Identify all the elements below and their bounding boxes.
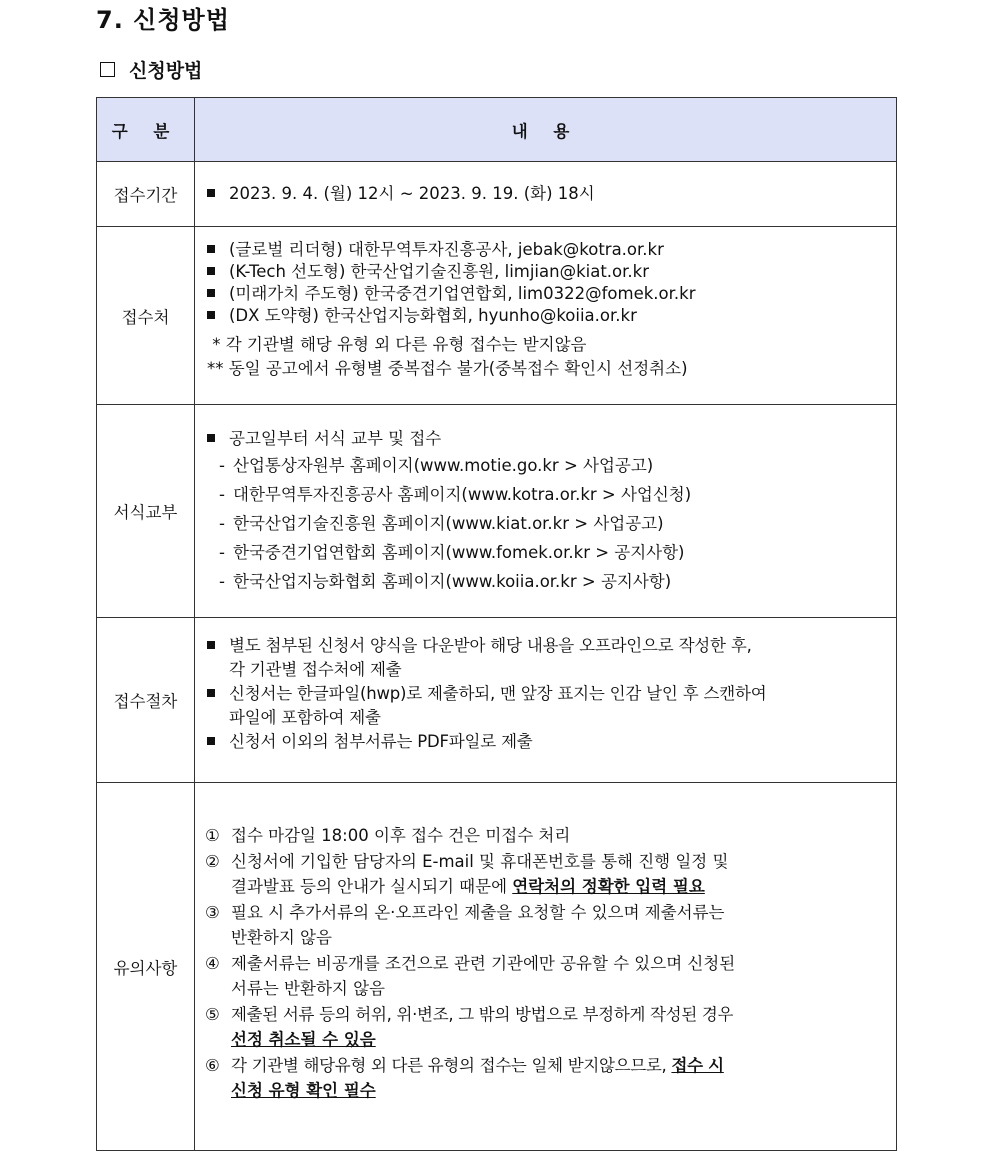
list-item [205, 900, 886, 926]
bullet-square-icon [207, 689, 215, 697]
note-cont: 서류는 반환하지 않음 [231, 979, 385, 998]
list-item [207, 634, 886, 658]
forms-item-text: 대한무역투자진흥공사 홈페이지(www.kotra.or.kr > 사업신청) [233, 485, 692, 504]
note-emphasis: 연락처의 정확한 입력 필요 [512, 877, 705, 896]
dash-icon: - [219, 572, 225, 591]
table-header-row [97, 98, 897, 162]
office-item-text: (글로벌 리더형) 대한무역투자진흥공사, jebak@kotra.or.kr [229, 240, 664, 259]
circled-number: ④ [205, 953, 220, 973]
circled-number: ⑤ [205, 1004, 220, 1024]
forms-item-text: 산업통상자원부 홈페이지(www.motie.go.kr > 사업공고) [233, 456, 654, 475]
forms-item-text: 한국중견기업연합회 홈페이지(www.fomek.or.kr > 공지사항) [233, 543, 685, 562]
sub-title-text: 신청방법 [129, 60, 203, 82]
note-text: 신청서에 기입한 담당자의 E-mail 및 휴대폰번호를 통해 진행 일정 및 [231, 851, 729, 871]
row-notes [97, 783, 897, 1151]
list-item [207, 480, 886, 509]
office-note-2: ** 동일 공고에서 유형별 중복접수 불가(중복접수 확인시 선정취소) [207, 359, 688, 378]
note-emphasis: 신청 유형 확인 필수 [231, 1081, 376, 1100]
note-cont [205, 874, 886, 900]
list-item [205, 849, 886, 875]
list-item [207, 730, 886, 754]
bullet-square-icon [207, 289, 215, 297]
note-cont: 반환하지 않음 [231, 928, 332, 947]
list-item [205, 823, 886, 849]
forms-intro-text: 공고일부터 서식 교부 및 접수 [229, 429, 442, 448]
dash-icon: - [219, 456, 225, 475]
notes-label: 유의사항 [97, 783, 195, 1151]
list-item [205, 951, 886, 977]
note-text: 제출된 서류 등의 허위, 위·변조, 그 밖의 방법으로 부정하게 작성된 경우 [231, 1004, 734, 1024]
bullet-square-icon [207, 267, 215, 275]
office-label: 접수처 [97, 227, 195, 405]
circled-number: ⑥ [205, 1055, 220, 1075]
bullet-square-icon [207, 245, 215, 253]
circled-number: ③ [205, 902, 220, 922]
note-cont [205, 1078, 886, 1104]
list-item [205, 1002, 886, 1028]
row-procedure [97, 618, 897, 783]
bullet-square-icon [207, 737, 215, 745]
forms-item-text: 한국산업지능화협회 홈페이지(www.koiia.or.kr > 공지사항) [233, 572, 672, 591]
list-item [207, 538, 886, 567]
office-item-text: (미래가치 주도형) 한국중견기업연합회, lim0322@fomek.or.kr [229, 284, 696, 303]
list-item [207, 567, 886, 596]
header-content: 내 용 [195, 98, 897, 162]
checkbox-square-icon [100, 62, 115, 77]
note-text: 결과발표 등의 안내가 실시되기 때문에 [231, 877, 513, 896]
forms-label: 서식교부 [97, 405, 195, 618]
bullet-square-icon [207, 434, 215, 442]
circled-number: ② [205, 851, 220, 871]
note-text: 접수 마감일 18:00 이후 접수 건은 미접수 처리 [231, 826, 571, 845]
row-office [97, 227, 897, 405]
period-label: 접수기간 [97, 162, 195, 227]
forms-item-text: 한국산업기술진흥원 홈페이지(www.kiat.or.kr > 사업공고) [233, 514, 664, 533]
procedure-item-cont: 각 기관별 접수처에 제출 [229, 660, 402, 679]
row-forms [97, 405, 897, 618]
dash-icon: - [219, 514, 225, 533]
bullet-square-icon [207, 641, 215, 649]
period-text: 2023. 9. 4. (월) 12시 ~ 2023. 9. 19. (화) 18시 [229, 184, 595, 203]
header-category: 구 분 [97, 98, 195, 162]
application-table [96, 97, 897, 1151]
forms-intro-line [207, 427, 886, 451]
note-text: 각 기관별 해당유형 외 다른 유형의 접수는 일체 받지않으므로, [231, 1055, 672, 1075]
circled-number: ① [205, 826, 220, 845]
sub-title [100, 56, 202, 83]
procedure-item-text: 신청서는 한글파일(hwp)로 제출하되, 맨 앞장 표지는 인감 날인 후 스캔하여 [229, 684, 767, 703]
list-item [207, 451, 886, 480]
procedure-item-cont: 파일에 포함하여 제출 [229, 708, 381, 727]
dash-icon: - [219, 485, 225, 504]
list-item [207, 261, 886, 283]
section-title: 7. 신청방법 [96, 6, 230, 34]
note-cont [205, 1027, 886, 1053]
note-emphasis: 선정 취소될 수 있음 [231, 1030, 376, 1049]
bullet-square-icon [207, 189, 215, 197]
dash-icon: - [219, 543, 225, 562]
procedure-label: 접수절차 [97, 618, 195, 783]
list-item [207, 283, 886, 305]
office-item-text: (DX 도약형) 한국산업지능화협회, hyunho@koiia.or.kr [229, 306, 637, 325]
note-text: 필요 시 추가서류의 온·오프라인 제출을 요청할 수 있으며 제출서류는 [231, 902, 725, 922]
bullet-square-icon [207, 311, 215, 319]
list-item [207, 509, 886, 538]
office-item-text: (K-Tech 선도형) 한국산업기술진흥원, limjian@kiat.or.kr [229, 262, 649, 281]
row-period [97, 162, 897, 227]
note-text: 제출서류는 비공개를 조건으로 관련 기관에만 공유할 수 있으며 신청된 [231, 953, 736, 973]
list-item [205, 1053, 886, 1079]
office-note-1: * 각 기관별 해당 유형 외 다른 유형 접수는 받지않음 [207, 335, 587, 354]
list-item [207, 239, 886, 261]
note-emphasis: 접수 시 [671, 1055, 724, 1075]
list-item [207, 682, 886, 706]
procedure-item-text: 별도 첨부된 신청서 양식을 다운받아 해당 내용을 오프라인으로 작성한 후, [229, 636, 752, 655]
procedure-item-text: 신청서 이외의 첨부서류는 PDF파일로 제출 [229, 732, 533, 751]
list-item [207, 305, 886, 327]
period-text-line [207, 182, 886, 206]
